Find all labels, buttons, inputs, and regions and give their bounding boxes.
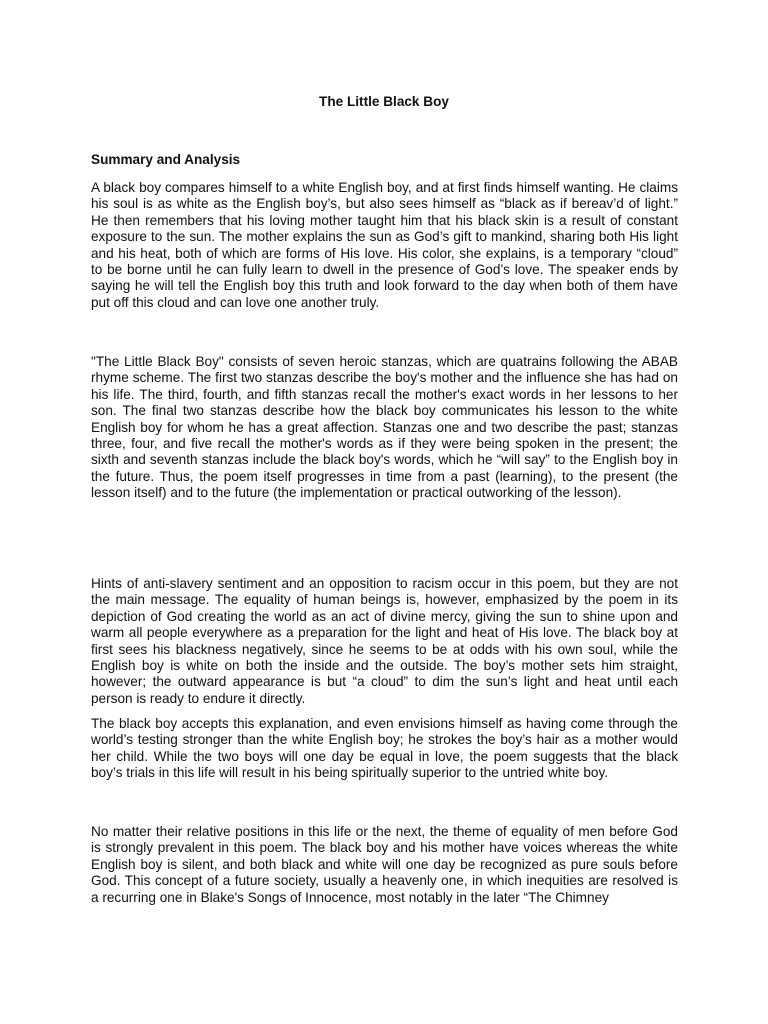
section-heading: Summary and Analysis [91, 152, 241, 167]
document-title: The Little Black Boy [319, 94, 449, 109]
paragraph-anti-slavery: Hints of anti-slavery sentiment and an opposition to racism occur in this poem, but they are not the main message. The equality of human beings is, however, emphasized by the poem in its depiction of God creating the world as an act of divine mercy, giving the sun to shine upon and warm all people everywhere as a preparation for the light and heat of His love. The black boy at first sees his blackness negatively, since he seems to be at odds with his own soul, while the English boy is white on both the inside and the outside. The boy’s mother sets him straight, however; the outward appearance is but “a cloud” to dim the sun’s light and heat until each person is ready to endure it directly. [91, 576, 678, 706]
paragraph-structure: "The Little Black Boy" consists of seven heroic stanzas, which are quatrains following the ABAB rhyme scheme. The first two stanzas describe the boy's mother and the influence she has had on his life. The third, fourth, and fifth stanzas recall the mother's exact words in her lessons to her son. The final two stanzas describe how the black boy communicates his lesson to the white English boy for whom he has a great affection. Stanzas one and two describe the past; stanzas three, four, and five recall the mother's words as if they were being spoken in the present; the sixth and seventh stanzas include the black boy's words, which he “will say” to the English boy in the future. Thus, the poem itself progresses in time from a past (learning), to the present (the lesson itself) and to the future (the implementation or practical outworking of the lesson). [91, 354, 678, 501]
paragraph-summary: A black boy compares himself to a white English boy, and at first finds himself wanting. He claims his soul is as white as the English boy’s, but also sees himself as “black as if bereav’d of light.” He then remembers that his loving mother taught him that his black skin is a result of constant exposure to the sun. The mother explains the sun as God’s gift to mankind, sharing both His light and his heat, both of which are forms of His love. His color, she explains, is a temporary “cloud” to be borne until he can fully learn to dwell in the presence of God’s love. The speaker ends by saying he will tell the English boy this truth and look forward to the day when both of them have put off this cloud and can love one another truly. [91, 180, 678, 310]
paragraph-equality: No matter their relative positions in this life or the next, the theme of equality of men before God is strongly prevalent in this poem. The black boy and his mother have voices whereas the white English boy is silent, and both black and white will one day be recognized as pure souls before God. This concept of a future society, usually a heavenly one, in which inequities are resolved is a recurring one in Blake's Songs of Innocence, most notably in the later “The Chimney [91, 824, 678, 905]
paragraph-explanation: The black boy accepts this explanation, and even envisions himself as having come through the world’s testing stronger than the white English boy; he strokes the boy’s hair as a mother would her child. While the two boys will one day be equal in love, the poem suggests that the black boy’s trials in this life will result in his being spiritually superior to the untried white boy. [91, 716, 678, 781]
